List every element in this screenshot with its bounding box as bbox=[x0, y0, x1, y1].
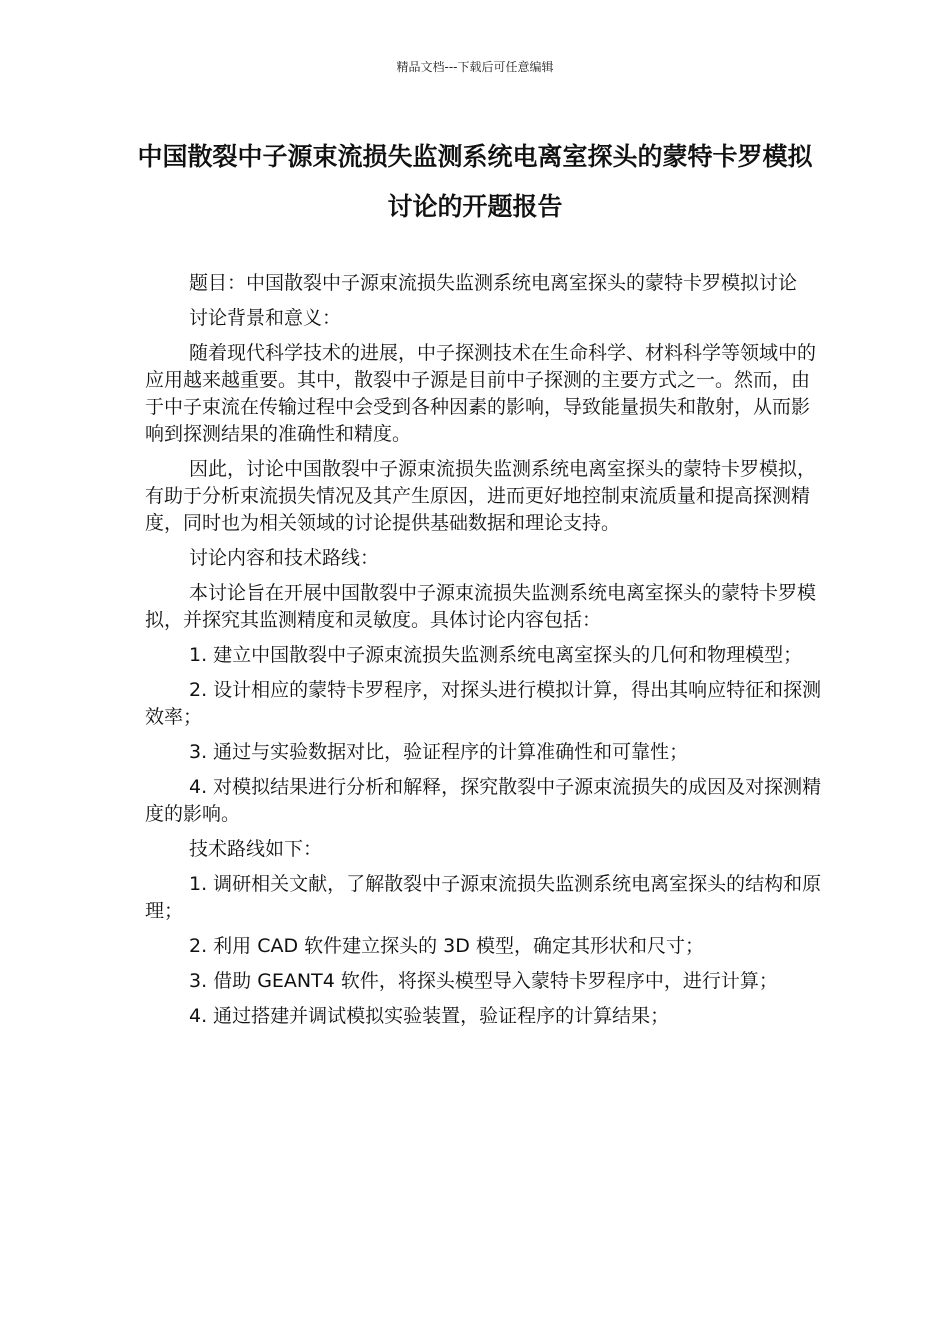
paragraph-route-item-1: 1. 调研相关文献，了解散裂中子源束流损失监测系统电离室探头的结构和原理； bbox=[145, 873, 822, 922]
document-title: 中国散裂中子源束流损失监测系统电离室探头的蒙特卡罗模拟讨论的开题报告 bbox=[137, 142, 813, 221]
document-body bbox=[145, 270, 825, 1038]
paragraph-content-item-3: 3. 通过与实验数据对比，验证程序的计算准确性和可靠性； bbox=[189, 741, 689, 763]
paragraph-route-item-2: 2. 利用 CAD 软件建立探头的 3D 模型，确定其形状和尺寸； bbox=[189, 935, 704, 957]
paragraph-background-2: 因此，讨论中国散裂中子源束流损失监测系统电离室探头的蒙特卡罗模拟，有助于分析束流损失情况及其产生原因，进而更好地控制束流质量和提高探测精度，同时也为相关领域的讨论提供基础数据和理论支持。 bbox=[145, 458, 817, 534]
paragraph-content-item-2: 2. 设计相应的蒙特卡罗程序，对探头进行模拟计算，得出其响应特征和探测效率； bbox=[145, 679, 822, 728]
paragraph-route-item-3: 3. 借助 GEANT4 软件，将探头模型导入蒙特卡罗程序中，进行计算； bbox=[189, 970, 778, 992]
header-note: 精品文档---下载后可任意编辑 bbox=[396, 60, 554, 74]
paragraph-route-heading: 技术路线如下： bbox=[189, 838, 323, 860]
paragraph-background-heading: 讨论背景和意义： bbox=[189, 307, 342, 329]
paragraph-content-heading: 讨论内容和技术路线： bbox=[189, 547, 380, 569]
paragraph-content-item-4: 4. 对模拟结果进行分析和解释，探究散裂中子源束流损失的成因及对探测精度的影响。 bbox=[145, 776, 822, 825]
paragraph-topic: 题目：中国散裂中子源束流损失监测系统电离室探头的蒙特卡罗模拟讨论 bbox=[189, 272, 798, 294]
paragraph-background-1: 随着现代科学技术的进展，中子探测技术在生命科学、材料科学等领域中的应用越来越重要。其中，散裂中子源是目前中子探测的主要方式之一。然而，由于中子束流在传输过程中会受到各种因素的影响，导致能量损失和散射，从而影响到探测结果的准确性和精度。 bbox=[145, 342, 817, 445]
paragraph-route-item-4: 4. 通过搭建并调试模拟实验装置，验证程序的计算结果； bbox=[189, 1005, 670, 1027]
paragraph-content-intro: 本讨论旨在开展中国散裂中子源束流损失监测系统电离室探头的蒙特卡罗模拟，并探究其监测精度和灵敏度。具体讨论内容包括： bbox=[145, 582, 817, 631]
paragraph-content-item-1: 1. 建立中国散裂中子源束流损失监测系统电离室探头的几何和物理模型； bbox=[189, 644, 803, 666]
